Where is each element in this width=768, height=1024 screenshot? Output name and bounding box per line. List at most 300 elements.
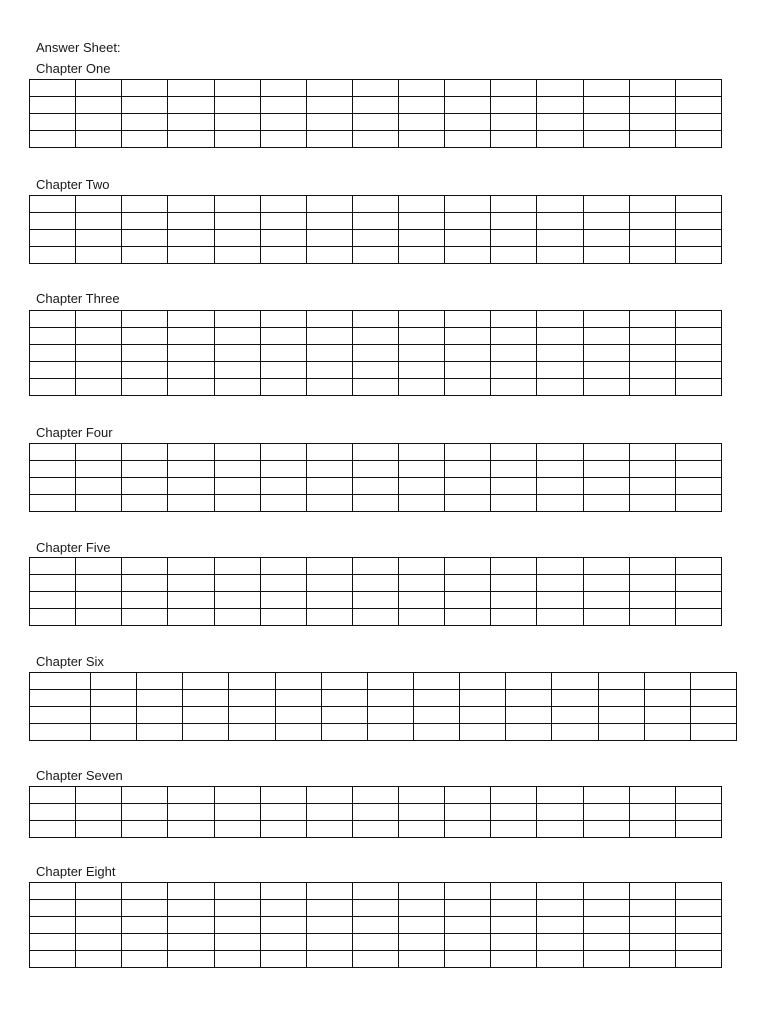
answer-cell — [260, 328, 306, 345]
answer-cell — [352, 558, 398, 575]
answer-cell — [260, 196, 306, 213]
answer-row — [30, 97, 722, 114]
chapter-five-answer-grid — [29, 557, 722, 626]
answer-row — [30, 328, 722, 345]
answer-cell — [214, 461, 260, 478]
answer-cell — [122, 821, 168, 838]
answer-sheet-title: Answer Sheet: — [36, 40, 121, 55]
answer-cell — [352, 917, 398, 934]
answer-cell — [260, 609, 306, 626]
answer-cell — [76, 80, 122, 97]
answer-cell — [413, 673, 459, 690]
answer-cell — [30, 478, 76, 495]
answer-row — [30, 592, 722, 609]
answer-row — [30, 213, 722, 230]
answer-cell — [122, 883, 168, 900]
answer-cell — [445, 97, 491, 114]
answer-cell — [137, 707, 183, 724]
answer-cell — [122, 362, 168, 379]
answer-cell — [399, 461, 445, 478]
answer-cell — [445, 804, 491, 821]
answer-cell — [214, 575, 260, 592]
answer-cell — [122, 230, 168, 247]
answer-cell — [76, 804, 122, 821]
answer-cell — [352, 247, 398, 264]
answer-cell — [76, 478, 122, 495]
answer-cell — [537, 558, 583, 575]
answer-cell — [260, 362, 306, 379]
answer-cell — [690, 690, 736, 707]
answer-cell — [168, 609, 214, 626]
answer-cell — [675, 97, 721, 114]
answer-cell — [214, 787, 260, 804]
answer-row — [30, 707, 737, 724]
answer-cell — [168, 917, 214, 934]
answer-cell — [537, 97, 583, 114]
answer-cell — [367, 724, 413, 741]
answer-cell — [399, 196, 445, 213]
answer-cell — [122, 345, 168, 362]
answer-cell — [598, 690, 644, 707]
answer-cell — [260, 444, 306, 461]
answer-cell — [30, 345, 76, 362]
answer-cell — [629, 345, 675, 362]
answer-cell — [445, 558, 491, 575]
answer-cell — [629, 230, 675, 247]
answer-cell — [306, 311, 352, 328]
answer-cell — [168, 804, 214, 821]
answer-cell — [399, 114, 445, 131]
answer-cell — [122, 80, 168, 97]
answer-row — [30, 247, 722, 264]
answer-cell — [30, 592, 76, 609]
answer-cell — [30, 80, 76, 97]
answer-cell — [445, 379, 491, 396]
answer-cell — [260, 592, 306, 609]
answer-cell — [491, 478, 537, 495]
answer-cell — [122, 379, 168, 396]
answer-cell — [644, 707, 690, 724]
answer-cell — [491, 461, 537, 478]
answer-cell — [214, 478, 260, 495]
answer-cell — [629, 478, 675, 495]
answer-cell — [91, 707, 137, 724]
answer-cell — [352, 883, 398, 900]
answer-cell — [675, 934, 721, 951]
answer-cell — [260, 345, 306, 362]
answer-cell — [491, 247, 537, 264]
answer-cell — [122, 804, 168, 821]
answer-cell — [367, 673, 413, 690]
answer-cell — [675, 328, 721, 345]
answer-cell — [306, 80, 352, 97]
answer-cell — [76, 247, 122, 264]
answer-cell — [229, 724, 275, 741]
answer-cell — [306, 558, 352, 575]
answer-cell — [168, 131, 214, 148]
answer-cell — [76, 558, 122, 575]
answer-cell — [675, 379, 721, 396]
answer-cell — [583, 495, 629, 512]
answer-cell — [306, 951, 352, 968]
answer-cell — [399, 495, 445, 512]
answer-cell — [445, 213, 491, 230]
answer-cell — [30, 575, 76, 592]
answer-cell — [399, 362, 445, 379]
answer-cell — [122, 461, 168, 478]
answer-cell — [675, 883, 721, 900]
answer-row — [30, 461, 722, 478]
answer-cell — [675, 609, 721, 626]
chapter-eight-heading: Chapter Eight — [36, 864, 116, 879]
answer-cell — [30, 379, 76, 396]
answer-cell — [30, 934, 76, 951]
answer-row — [30, 951, 722, 968]
answer-cell — [214, 900, 260, 917]
answer-cell — [583, 558, 629, 575]
answer-cell — [30, 609, 76, 626]
answer-cell — [30, 558, 76, 575]
answer-cell — [552, 673, 598, 690]
answer-cell — [30, 883, 76, 900]
answer-cell — [537, 787, 583, 804]
answer-cell — [229, 673, 275, 690]
answer-cell — [583, 787, 629, 804]
answer-cell — [306, 230, 352, 247]
answer-cell — [537, 917, 583, 934]
answer-cell — [399, 609, 445, 626]
answer-cell — [583, 934, 629, 951]
answer-cell — [260, 558, 306, 575]
answer-row — [30, 444, 722, 461]
answer-cell — [76, 97, 122, 114]
answer-cell — [306, 821, 352, 838]
answer-cell — [306, 804, 352, 821]
answer-cell — [445, 478, 491, 495]
answer-cell — [352, 478, 398, 495]
answer-cell — [352, 345, 398, 362]
answer-cell — [583, 362, 629, 379]
answer-cell — [30, 328, 76, 345]
answer-cell — [675, 575, 721, 592]
answer-cell — [583, 311, 629, 328]
answer-cell — [76, 230, 122, 247]
answer-row — [30, 362, 722, 379]
answer-row — [30, 690, 737, 707]
answer-cell — [30, 213, 76, 230]
answer-cell — [675, 114, 721, 131]
answer-row — [30, 883, 722, 900]
answer-cell — [76, 917, 122, 934]
answer-cell — [399, 97, 445, 114]
answer-cell — [491, 592, 537, 609]
answer-cell — [306, 461, 352, 478]
answer-cell — [629, 213, 675, 230]
answer-cell — [583, 131, 629, 148]
answer-cell — [583, 328, 629, 345]
answer-cell — [552, 724, 598, 741]
answer-cell — [260, 478, 306, 495]
answer-cell — [445, 934, 491, 951]
answer-cell — [306, 97, 352, 114]
answer-cell — [445, 787, 491, 804]
chapter-four-answer-grid — [29, 443, 722, 512]
answer-cell — [76, 114, 122, 131]
answer-cell — [537, 345, 583, 362]
answer-cell — [122, 444, 168, 461]
answer-cell — [690, 673, 736, 690]
answer-cell — [445, 883, 491, 900]
answer-cell — [583, 917, 629, 934]
answer-cell — [91, 673, 137, 690]
answer-cell — [168, 478, 214, 495]
answer-cell — [275, 724, 321, 741]
answer-row — [30, 196, 722, 213]
answer-cell — [214, 379, 260, 396]
answer-cell — [76, 362, 122, 379]
answer-cell — [675, 230, 721, 247]
answer-cell — [399, 80, 445, 97]
answer-cell — [260, 97, 306, 114]
answer-cell — [352, 495, 398, 512]
answer-cell — [399, 592, 445, 609]
answer-cell — [306, 196, 352, 213]
answer-cell — [260, 821, 306, 838]
answer-cell — [260, 311, 306, 328]
answer-cell — [352, 328, 398, 345]
answer-cell — [168, 575, 214, 592]
answer-cell — [445, 196, 491, 213]
answer-cell — [76, 196, 122, 213]
answer-cell — [122, 934, 168, 951]
answer-cell — [583, 213, 629, 230]
answer-cell — [491, 444, 537, 461]
answer-cell — [491, 575, 537, 592]
answer-cell — [260, 787, 306, 804]
answer-cell — [552, 690, 598, 707]
answer-cell — [491, 213, 537, 230]
answer-cell — [537, 478, 583, 495]
answer-cell — [30, 951, 76, 968]
answer-cell — [76, 883, 122, 900]
answer-cell — [30, 196, 76, 213]
answer-cell — [690, 724, 736, 741]
answer-cell — [445, 951, 491, 968]
answer-row — [30, 478, 722, 495]
answer-cell — [675, 787, 721, 804]
answer-cell — [352, 951, 398, 968]
chapter-six-answer-grid — [29, 672, 737, 741]
answer-cell — [629, 592, 675, 609]
answer-cell — [537, 80, 583, 97]
answer-row — [30, 114, 722, 131]
answer-cell — [214, 609, 260, 626]
answer-cell — [506, 707, 552, 724]
answer-cell — [644, 673, 690, 690]
answer-cell — [583, 196, 629, 213]
answer-cell — [537, 213, 583, 230]
answer-cell — [214, 328, 260, 345]
answer-row — [30, 131, 722, 148]
answer-cell — [675, 362, 721, 379]
answer-row — [30, 80, 722, 97]
answer-cell — [491, 900, 537, 917]
answer-cell — [76, 311, 122, 328]
answer-cell — [537, 230, 583, 247]
answer-cell — [629, 131, 675, 148]
answer-cell — [260, 575, 306, 592]
answer-cell — [183, 707, 229, 724]
answer-cell — [122, 247, 168, 264]
answer-cell — [675, 495, 721, 512]
answer-cell — [168, 213, 214, 230]
answer-cell — [352, 575, 398, 592]
answer-row — [30, 495, 722, 512]
answer-cell — [76, 495, 122, 512]
answer-cell — [183, 724, 229, 741]
answer-row — [30, 609, 722, 626]
answer-cell — [168, 247, 214, 264]
answer-cell — [629, 900, 675, 917]
answer-cell — [214, 821, 260, 838]
answer-cell — [214, 196, 260, 213]
answer-cell — [214, 951, 260, 968]
answer-cell — [214, 131, 260, 148]
answer-cell — [260, 131, 306, 148]
answer-cell — [445, 114, 491, 131]
answer-cell — [537, 804, 583, 821]
answer-cell — [399, 951, 445, 968]
answer-row — [30, 804, 722, 821]
answer-cell — [583, 345, 629, 362]
answer-cell — [122, 131, 168, 148]
answer-cell — [168, 230, 214, 247]
answer-cell — [537, 379, 583, 396]
answer-cell — [260, 114, 306, 131]
answer-cell — [122, 787, 168, 804]
answer-cell — [506, 690, 552, 707]
answer-cell — [352, 362, 398, 379]
answer-cell — [629, 787, 675, 804]
answer-cell — [675, 461, 721, 478]
answer-cell — [214, 311, 260, 328]
answer-cell — [506, 673, 552, 690]
answer-cell — [675, 213, 721, 230]
answer-cell — [537, 311, 583, 328]
answer-cell — [583, 461, 629, 478]
answer-cell — [352, 213, 398, 230]
answer-cell — [76, 934, 122, 951]
answer-cell — [168, 934, 214, 951]
answer-cell — [445, 230, 491, 247]
answer-cell — [399, 328, 445, 345]
answer-cell — [690, 707, 736, 724]
answer-cell — [214, 80, 260, 97]
answer-cell — [91, 690, 137, 707]
answer-cell — [168, 97, 214, 114]
answer-cell — [352, 592, 398, 609]
answer-cell — [399, 311, 445, 328]
chapter-two-heading: Chapter Two — [36, 177, 110, 192]
answer-cell — [445, 917, 491, 934]
answer-cell — [629, 80, 675, 97]
answer-cell — [445, 131, 491, 148]
answer-cell — [260, 934, 306, 951]
answer-cell — [30, 724, 91, 741]
answer-cell — [122, 478, 168, 495]
answer-cell — [168, 787, 214, 804]
answer-cell — [583, 804, 629, 821]
answer-cell — [30, 900, 76, 917]
answer-cell — [260, 80, 306, 97]
answer-cell — [675, 131, 721, 148]
answer-cell — [629, 97, 675, 114]
answer-cell — [168, 951, 214, 968]
answer-cell — [76, 609, 122, 626]
answer-cell — [352, 444, 398, 461]
answer-cell — [76, 951, 122, 968]
answer-cell — [537, 444, 583, 461]
answer-cell — [30, 311, 76, 328]
answer-cell — [30, 461, 76, 478]
answer-cell — [445, 345, 491, 362]
chapter-three-heading: Chapter Three — [36, 291, 120, 306]
answer-cell — [583, 592, 629, 609]
answer-cell — [30, 821, 76, 838]
chapter-two-answer-grid — [29, 195, 722, 264]
answer-cell — [399, 247, 445, 264]
answer-cell — [413, 707, 459, 724]
answer-cell — [583, 97, 629, 114]
answer-cell — [629, 917, 675, 934]
answer-cell — [583, 80, 629, 97]
answer-cell — [306, 883, 352, 900]
answer-row — [30, 575, 722, 592]
answer-cell — [122, 592, 168, 609]
chapter-one-heading: Chapter One — [36, 61, 111, 76]
answer-cell — [399, 345, 445, 362]
answer-cell — [122, 97, 168, 114]
answer-cell — [629, 311, 675, 328]
answer-cell — [275, 673, 321, 690]
answer-cell — [675, 80, 721, 97]
answer-cell — [413, 690, 459, 707]
answer-cell — [30, 917, 76, 934]
answer-cell — [122, 196, 168, 213]
answer-cell — [537, 592, 583, 609]
answer-cell — [399, 379, 445, 396]
answer-cell — [168, 444, 214, 461]
chapter-three-answer-grid — [29, 310, 722, 396]
answer-cell — [30, 690, 91, 707]
answer-cell — [352, 80, 398, 97]
answer-cell — [583, 114, 629, 131]
answer-cell — [76, 444, 122, 461]
answer-cell — [30, 362, 76, 379]
answer-cell — [491, 97, 537, 114]
answer-cell — [491, 495, 537, 512]
answer-cell — [168, 900, 214, 917]
answer-cell — [306, 900, 352, 917]
answer-cell — [675, 345, 721, 362]
answer-cell — [537, 821, 583, 838]
answer-cell — [229, 690, 275, 707]
answer-cell — [537, 951, 583, 968]
answer-cell — [537, 900, 583, 917]
answer-cell — [260, 495, 306, 512]
answer-cell — [183, 690, 229, 707]
answer-cell — [537, 934, 583, 951]
